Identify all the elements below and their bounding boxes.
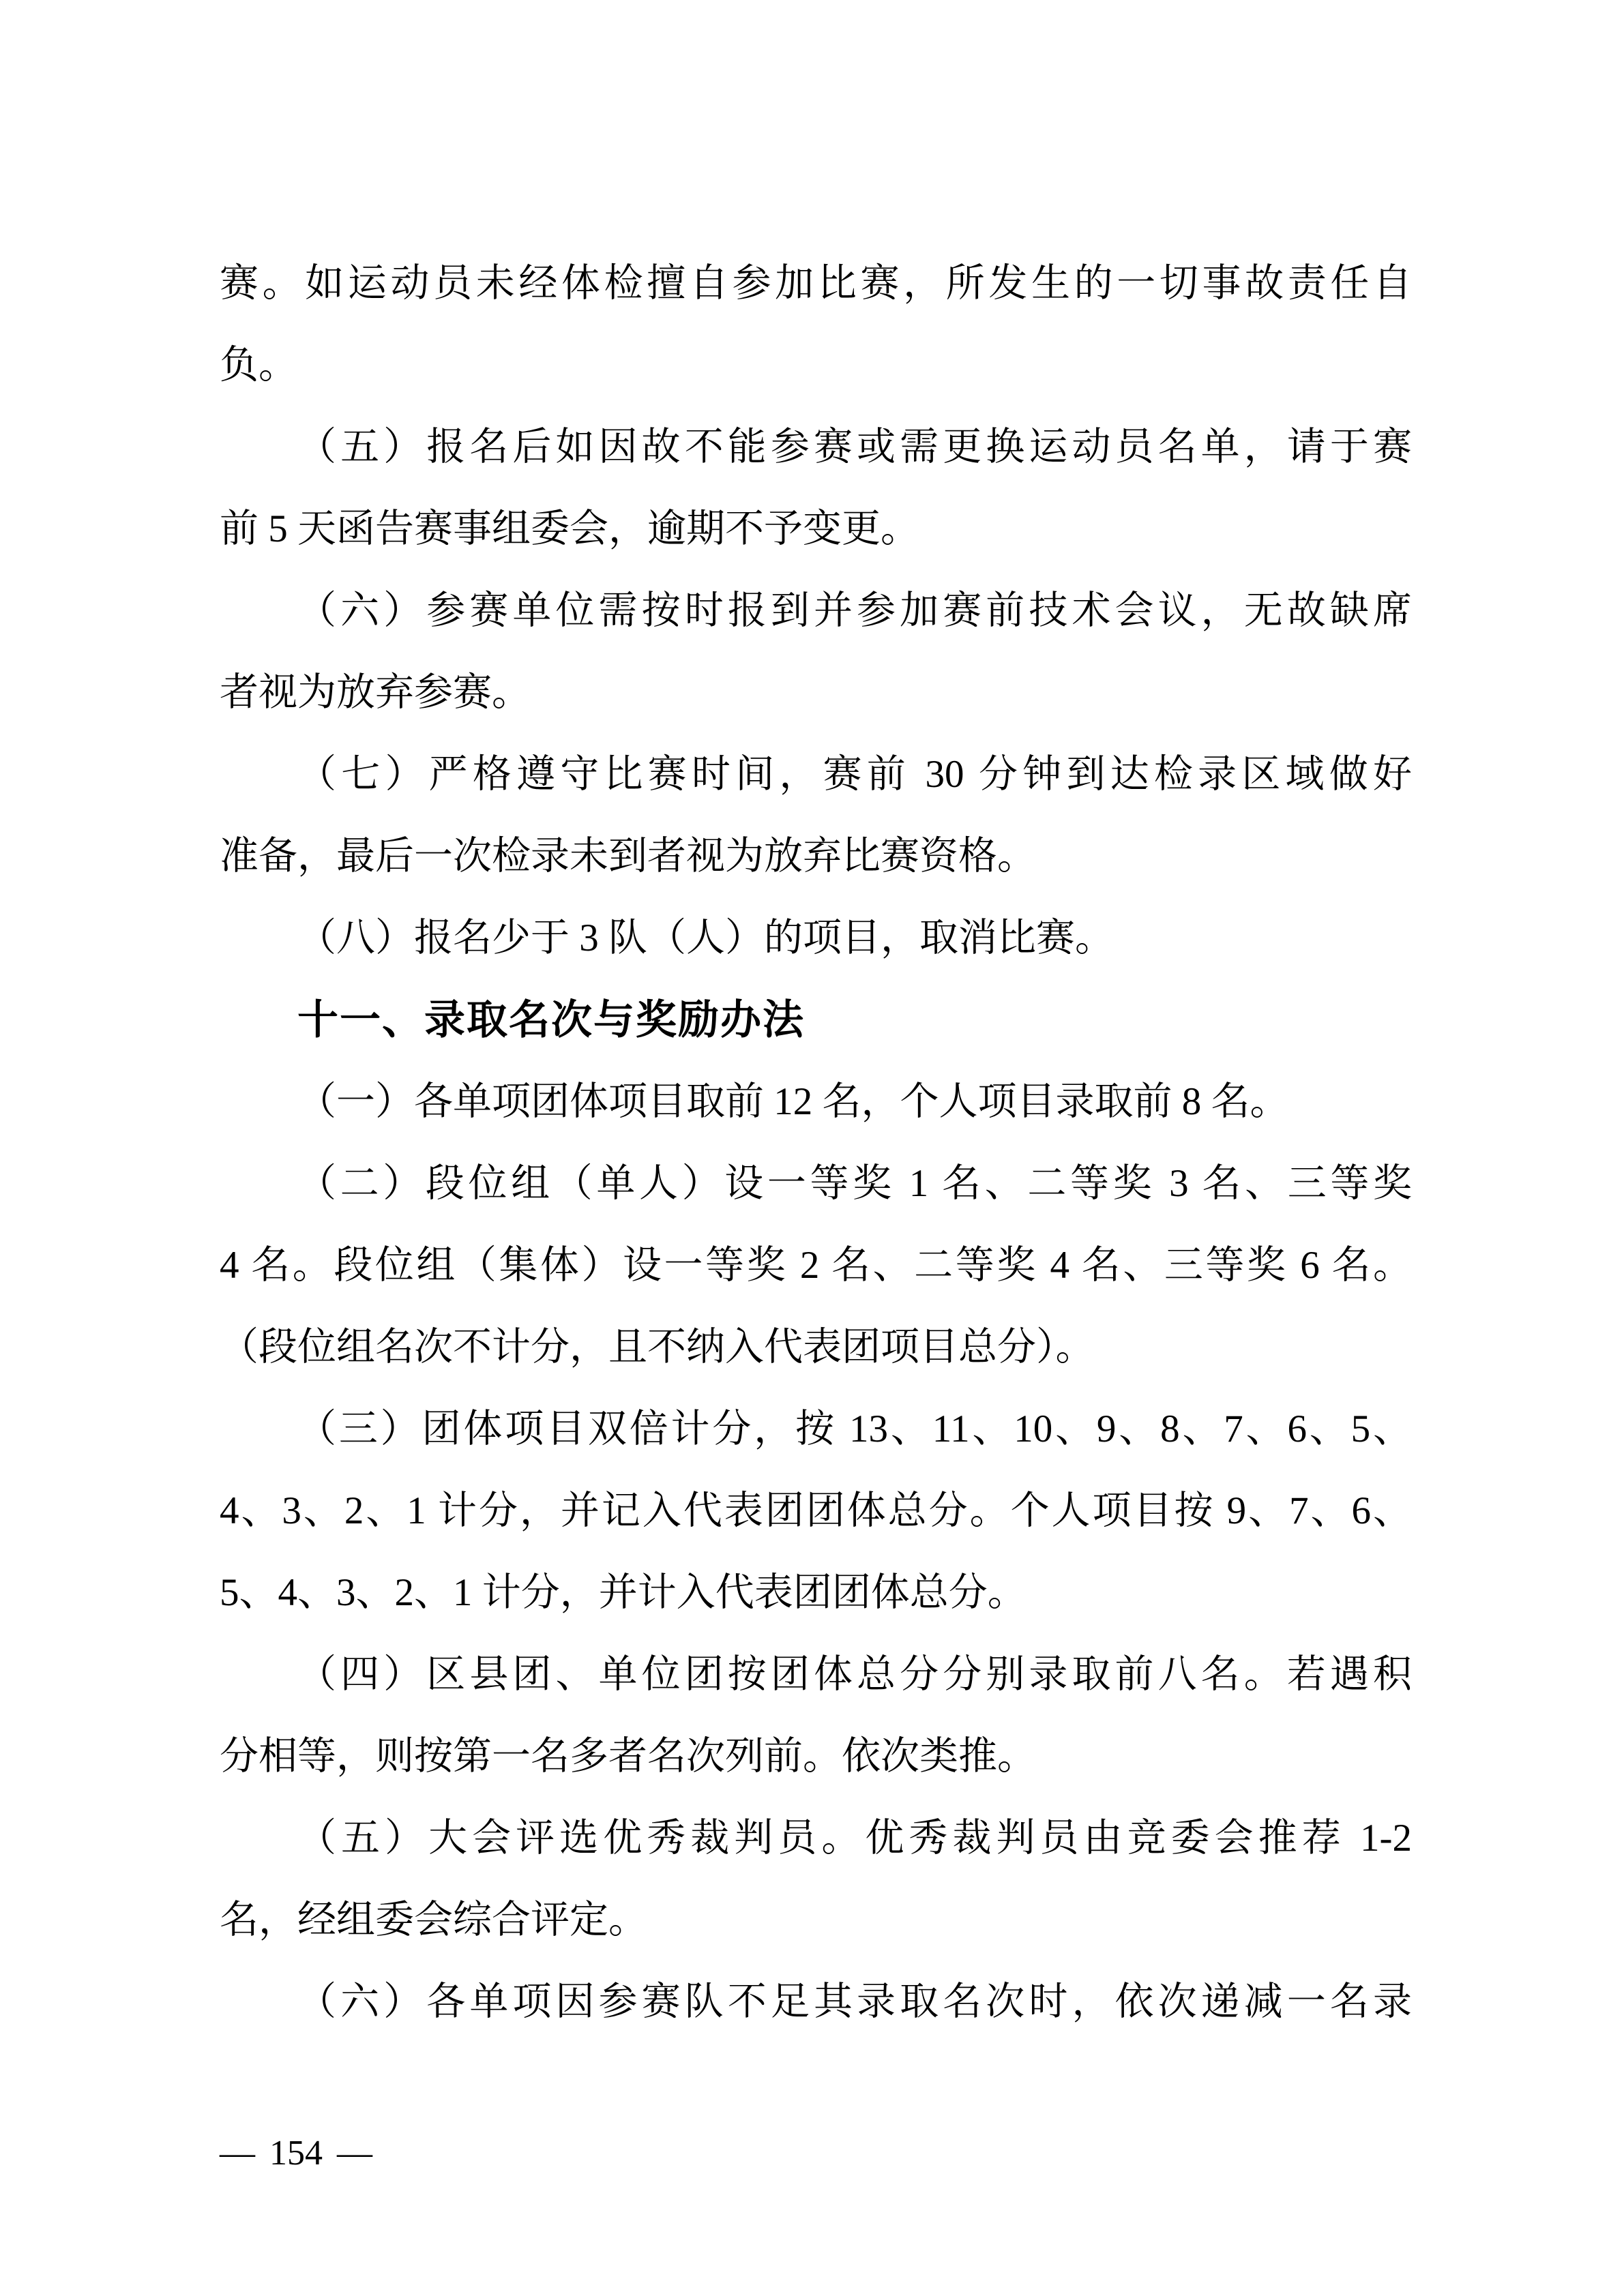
body-text (220, 243, 1412, 2043)
body-line-7: （七）严格遵守比赛时间，赛前 30 分钟到达检录区域做好 (297, 753, 1412, 796)
body-line-13: 4 名。段位组（集体）设一等奖 2 名、二等奖 4 名、三等奖 6 名。 (220, 1244, 1412, 1287)
section-heading: 十一、录取名次与奖励办法 (297, 997, 805, 1043)
body-line-4: 前 5 天函告赛事组委会，逾期不予变更。 (220, 507, 919, 550)
body-line-17: 5、4、3、2、1 计分，并计入代表团团体总分。 (220, 1571, 1027, 1614)
body-line-8: 准备，最后一次检录未到者视为放弃比赛资格。 (220, 835, 1036, 878)
body-line-19: 分相等，则按第一名多者名次列前。依次类推。 (220, 1735, 1036, 1778)
body-line-22: （六）各单项因参赛队不足其录取名次时，依次递减一名录 (297, 1980, 1412, 2023)
body-line-1: 赛。如运动员未经体检擅自参加比赛，所发生的一切事故责任自 (220, 262, 1412, 305)
body-line-12: （二）段位组（单人）设一等奖 1 名、二等奖 3 名、三等奖 (297, 1162, 1412, 1205)
body-line-2: 负。 (220, 344, 297, 387)
body-line-20: （五）大会评选优秀裁判员。优秀裁判员由竞委会推荐 1-2 (297, 1817, 1412, 1860)
body-line-16: 4、3、2、1 计分，并记入代表团团体总分。个人项目按 9、7、6、 (220, 1489, 1412, 1532)
body-line-11: （一）各单项团体项目取前 12 名，个人项目录取前 8 名。 (297, 1080, 1289, 1123)
body-line-9: （八）报名少于 3 队（人）的项目，取消比赛。 (297, 916, 1114, 959)
body-line-18: （四）区县团、单位团按团体总分分别录取前八名。若遇积 (297, 1653, 1412, 1696)
body-line-14: （段位组名次不计分，且不纳入代表团项目总分）。 (220, 1326, 1095, 1369)
page-footer: — 154 — (220, 2134, 372, 2173)
body-line-21: 名，经组委会综合评定。 (220, 1898, 647, 1941)
body-line-5: （六）参赛单位需按时报到并参加赛前技术会议，无故缺席 (297, 589, 1412, 632)
body-line-15: （三）团体项目双倍计分，按 13、11、10、9、8、7、6、5、 (297, 1407, 1412, 1450)
body-line-3: （五）报名后如因故不能参赛或需更换运动员名单，请于赛 (297, 426, 1412, 468)
body-line-6: 者视为放弃参赛。 (220, 671, 531, 714)
